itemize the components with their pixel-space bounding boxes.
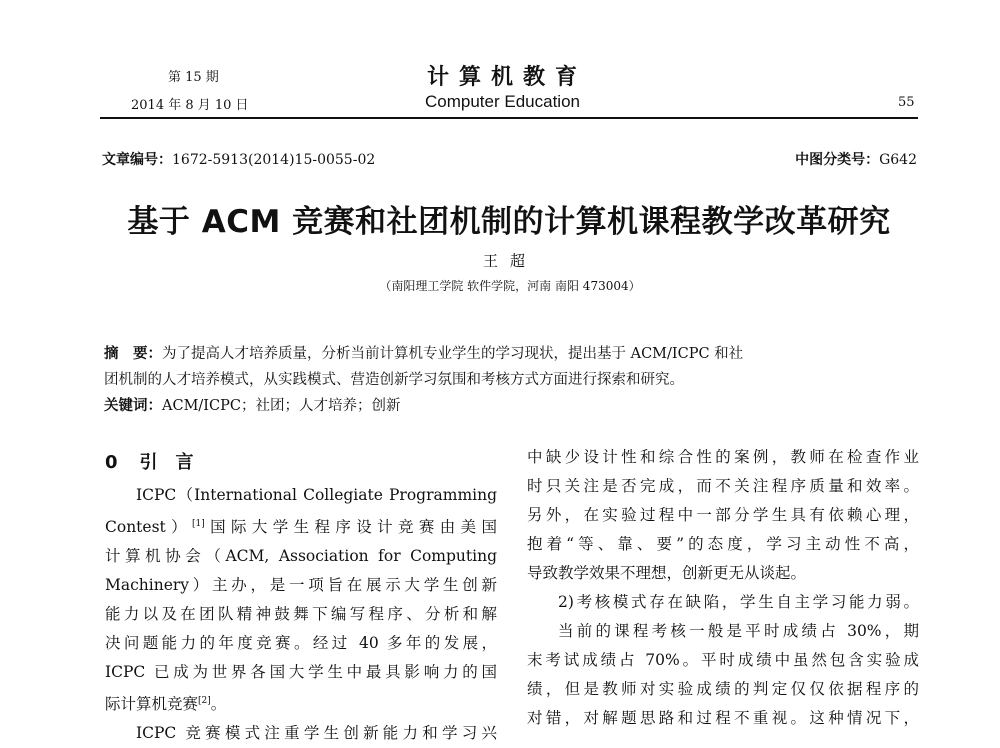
- journal-name-cn: 计算机教育: [427, 65, 588, 90]
- classification-number: [795, 149, 917, 169]
- keywords: [104, 394, 400, 415]
- paragraph-line: 计算机协会（ACM, Association for Computing: [105, 547, 497, 566]
- article-number-label: 文章编号：: [102, 152, 172, 168]
- affiliation: （南阳理工学院 软件学院，河南 南阳 473004）: [379, 279, 641, 293]
- citation: [1]: [192, 519, 205, 529]
- paragraph-line: 绩，但是教师对实验成绩的判定仅仅依据程序的: [527, 680, 919, 698]
- paragraph-line: [105, 687, 497, 719]
- paragraph-line: Machinery）主办，是一项旨在展示大学生创新: [105, 576, 497, 595]
- text: Contest）: [105, 518, 193, 537]
- text: 国际大学生程序设计竞赛由美国: [204, 518, 497, 537]
- right-column: [527, 443, 919, 733]
- paragraph-line: 对错，对解题思路和过程不重视。这种情况下，: [527, 709, 919, 727]
- paragraph-line: 当前的课程考核一般是平时成绩占 30%，期: [558, 622, 919, 640]
- abstract-text: 为了提高人才培养质量，分析当前计算机专业学生的学习现状，提出基于 ACM/ICPC 和社: [162, 346, 744, 362]
- text: 际计算机竞赛: [105, 695, 199, 714]
- header-rule: [100, 117, 918, 119]
- abstract-line: 团机制的人才培养模式，从实践模式、营造创新学习氛围和考核方式方面进行探索和研究。: [104, 372, 684, 388]
- subheading-line: 2)考核模式存在缺陷，学生自主学习能力弱。: [558, 593, 919, 611]
- paragraph-line: 另外，在实验过程中一部分学生具有依赖心理，: [527, 506, 919, 524]
- classification-label: 中图分类号：: [795, 152, 880, 168]
- abstract-line: [104, 342, 743, 363]
- paragraph-line: ICPC（International Collegiate Programming: [136, 486, 497, 504]
- keywords-value: ACM/ICPC；社团；人才培养；创新: [162, 398, 401, 414]
- page-number: 55: [898, 95, 915, 110]
- paragraph-line: [105, 510, 497, 542]
- paragraph-line: 时只关注是否完成，而不关注程序质量和效率。: [527, 477, 919, 495]
- paragraph-line: 末考试成绩占 70%。平时成绩中虽然包含实验成: [527, 651, 919, 669]
- text: 。: [210, 695, 227, 714]
- keywords-label: 关键词：: [104, 398, 162, 414]
- paragraph-line: 导致教学效果不理想，创新更无从谈起。: [527, 564, 807, 582]
- paragraph-line: 中缺少设计性和综合性的案例，教师在检查作业: [527, 448, 919, 466]
- paragraph-line: 决问题能力的年度竞赛。经过 40 多年的发展，: [105, 634, 497, 653]
- article-number-value: 1672-5913(2014)15-0055-02: [172, 152, 376, 168]
- section-heading: [105, 448, 194, 474]
- author: 王超: [482, 252, 537, 270]
- issue-number: 第 15 期: [168, 70, 219, 85]
- article-number: [102, 149, 375, 169]
- abstract-label: 摘 要：: [104, 346, 162, 362]
- left-column: [105, 481, 497, 748]
- paragraph-line: ICPC 竞赛模式注重学生创新能力和学习兴: [136, 724, 497, 743]
- section-number: 0: [105, 452, 118, 473]
- paragraph-line: 能力以及在团队精神鼓舞下编写程序、分析和解: [105, 605, 497, 624]
- issue-date: 2014 年 8 月 10 日: [131, 98, 249, 113]
- paragraph-line: ICPC 已成为世界各国大学生中最具影响力的国: [105, 663, 497, 682]
- classification-value: G642: [879, 152, 917, 168]
- paper-title: 基于 ACM 竞赛和社团机制的计算机课程教学改革研究: [127, 204, 891, 240]
- paragraph-line: 抱着“等、靠、要”的态度，学习主动性不高，: [527, 535, 919, 553]
- citation: [2]: [198, 696, 211, 707]
- section-title: 引 言: [139, 452, 194, 473]
- journal-name-en: Computer Education: [425, 92, 580, 111]
